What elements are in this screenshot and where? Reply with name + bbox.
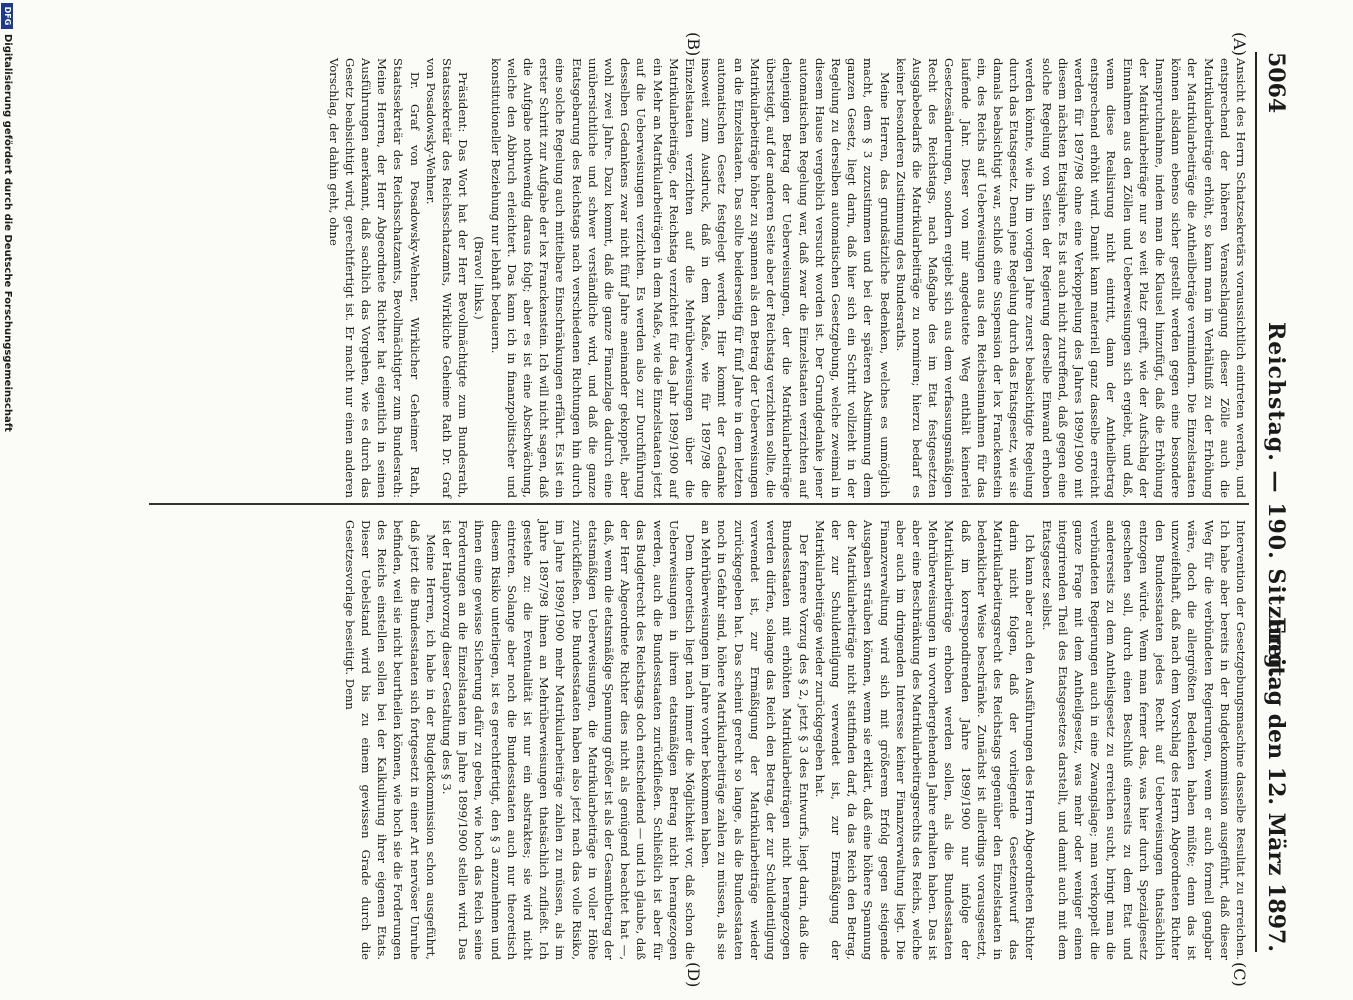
paragraph: Meine Herren, das grundsätzliche Bedenken, welches es unmöglich macht, dem § 3 zuzustimmen und bei der späteren Abstimmung dem ganzen Gesetz, liegt darin, daß hier sich ein Schritt vollzieht in der Regelung zu derselben automatischen Gesetzgebung, welche zweimal in diesem Hause vergeblich versucht worden ist. Der Grundgedanke jener automatischen Regelung war, daß zwar die Einzelstaaten verzichten auf denjenigen Betrag der Ueberweisungen, der die Matrikularbeiträge übersteigt, auf der anderen Seite aber der Reichstag verzichten sollte, die Matrikularbeiträge höher zu spannen als den Betrag der Ueberweisungen an die Einzelstaaten. Das sollte beiderseitig für fünf Jahre in dem letzten automatischen Gesetz festgelegt werden. Hier kommt der Gedanke insoweit zum Ausdruck, daß in dem Maße, wie für 1897/98 die Einzelstaaten verzichten auf die Mehrüberweisungen über die Matrikularbeiträge, der Reichstag verzichtet für das Jahr 1899/1900 auf ein Mehr an Matrikularbeiträgen in dem Maße, wie die Einzelstaaten jetzt auf die Ueberweisungen verzichten. Es werden also zur Durchführung desselben Gedankens zwar nicht fünf Jahre aneinander gekoppelt, aber wohl zwei Jahre. Dazu kommt, daß die ganze Finanzlage dadurch eine unübersichtliche und schwer verständliche wird, und daß die ganze Etatsgebarung des Reichstags nach verschiedenen Richtungen hin durch eine solche Regelung auch mittelbare Einschränkungen erfährt. Es ist ein erster Schritt zur Aufgabe der lex Franckenstein. Ich will nicht sagen, daß die Aufgabe nothwendig daraus folgt; aber es ist eine Abschwächung, welche den Abbruch erleichtert. Das kann ich in finanzpolitischer und konstitutioneller Beziehung nur lebhaft bedauern. [488, 58, 892, 498]
page-header [1255, 52, 1295, 952]
paragraph-president: Präsident: Das Wort hat der Herr Bevollmächtigte zum Bundesrath, Staatssekretär des Reichsschatzamts, Wirkliche Geheime Rath Dr. Graf von Posadowsky-Wehner. [423, 58, 471, 498]
paragraph: Ich kann aber auch den Ausführungen des Herrn Abgeordneten Richter darin nicht folgen, daß der vorliegende Gesetzentwurf das Matrikularbeitragsrecht des Reichstags gegenüber den Einzelstaaten in bedenklicher Weise beschränke. Zunächst ist allerdings vorausgesetzt, daß im korrespondirenden Jahre 1899/1900 nur infolge der Matrikularbeiträge erhoben werden sollen, als die Bundesstaaten Mehrüberweisungen in vorvorhergehenden Jahre erhalten haben. Das ist aber eine Beschränkung des Matrikularbeitragsrechts des Reichs, welche aber auch im dringenden Interesse keiner Finanzverwaltung liegt. Die Finanzverwaltung wird sich mit größerem Erfolg gegen steigende Ausgaben sträuben können, wenn sie erklärt, daß eine höhere Spannung der Matrikularbeiträge nicht stattfinden darf, da das Reich den Betrag, der zur Schuldentilgung verwendet ist, zur Ermäßigung der Matrikularbeiträge wieder zurückgegeben hat. [812, 520, 1038, 960]
paragraph: Intervention der Gesetzgebungsmaschine dasselbe Resultat zu erreichen. Ich habe aber bereits in der Budgetkommission ausgeführt, daß dieser Weg für die verbündeten Regierungen, wenn er auch formell gangbar wäre, doch die allergrößten Bedenken haben müßte; denn das ist unzweifelhaft, daß nach dem Vorschlag des Herrn Abgeordneten Richter den Bundesstaaten jedes Recht auf Ueberweisungen thatsächlich entzogen würde. Wenn man ferner das, was hier durch Spezialgesetz geschehen soll, durch einen Beschluß einerseits zu dem Etat und andererseits zu dem Antheilsgesetz zu erreichen sucht, bringt man die verbündeten Regierungen auch in eine Zwangslage; man verkoppelt die ganze Frage mit dem Antheilgesetz, was mehr oder weniger einen integrirenden Theil des Etatsgesetzes darstellt, und damit auch mit dem Etatsgesetz selbst. [1039, 520, 1248, 960]
left-text-column [325, 58, 1249, 498]
session-title: Reichstag. — 190. Sitzung. [1263, 322, 1289, 679]
right-text-column [342, 520, 1249, 960]
paragraph: Dem theoretisch liegt nach immer die Möglichkeit vor, daß schon die Ueberweisungen in ihrem etatsmäßigen Betrag nicht herangezogen werden, auch die Bundesstaaten zurückfließen. Schließlich ist aber für das Budgetrecht des Reichstags doch entscheidend — und ich glaube, daß der Herr Abgeordnete Richter dies nicht als genügend beachtet hat —, daß, wenn die etatsmäßige Spannung größer ist als der Gesamtbetrag der etatsmäßigen Ueberweisungen, die Matrikularbeiträge in voller Höhe zurückfließen. Die Bundesstaaten haben also jetzt nach das volle Risiko, im Jahre 1899/1900 mehr Matrikularbeiträge zahlen zu müssen, als im Jahre 1897/98 ihnen an Mehrüberweisungen thatsächlich zufließt. Ich gestehe zu: die Eventualität ist nur ein abstraktes; sie wird nicht eintreten. Solange aber noch die Bundesstaaten auch nur theoretisch diesem Risiko unterliegen, ist es gerechtfertigt, den § 3 anzunehmen und ihnen eine gewisse Sicherung dafür zu geben, wie hoch das Reich seine Forderungen an die Einzelstaaten im Jahre 1899/1900 stellen wird. Das ist der Hauptvorzug dieser Gestaltung des § 3. [440, 520, 698, 960]
margin-letter-b: (B) [684, 32, 703, 57]
applause-note: (Bravo! links.) [472, 236, 487, 320]
header-divider [1255, 52, 1257, 952]
page-number: 5064 [1263, 52, 1289, 114]
margin-letter-a: (A) [1230, 32, 1249, 57]
paragraph: Der fernere Vorzug des § 2, jetzt § 3 des Entwurfs, liegt darin, daß die Bundesstaaten mit erhöhten Matrikularbeiträgen nicht herangezogen werden dürfen, solange das Reich den Betrag, der zur Schuldentilgung verwendet ist, zur Ermäßigung der Matrikularbeiträge wieder zurückgegeben hat. Das scheint gerecht so lange, als die Bundesstaaten noch in Gefahr sind, höhere Matrikularbeiträge zahlen zu müssen, als sie an Mehrüberweisungen im Jahre vorher bekommen haben. [699, 520, 811, 960]
margin-letter-d: (D) [684, 962, 703, 988]
margin-letter-c: (C) [1230, 962, 1249, 987]
digitization-credit: Digitalisierung gefördert durch die Deutsche Forschungsgemeinschaft [2, 34, 13, 432]
session-date: Freitag den 12. März 1897. [1263, 617, 1289, 952]
dfg-logo: DFG [1, 3, 13, 29]
paragraph: Meine Herren, ich habe in der Budgetkommission schon ausgeführt, daß jetzt die Bundesstaaten sich fortgesetzt in einer Art nervöser Unruhe befinden, weil sie nicht beurtheilen können, wie hoch sie die Forderungen des Reichs einstellen sollen bei der Kalkulirung ihrer eigenen Etats. Dieser Uebelstand wird bis zu einem gewissen Grade durch die Gesetzesvorlage beseitigt. Denn [342, 520, 438, 960]
paragraph: Ansicht des Herrn Schatzsekretärs voraussichtlich eintreten werden, und entsprechend der höheren Veranschlagung dieser Zölle auch die Matrikularbeiträge erhöht, so kann man im Verhältniß zu der Erhöhung der Matrikularbeiträge die Antheilbeträge vermindern. Die Einzelstaaten können alsdann ebenso sicher gestellt werden gegen eine besondere Inanspruchnahme, indem man die Klausel hinzufügt, daß die Erhöhung der Matrikularbeiträge nur so weit Platz greift, wie der Aufschlag der Einnahmen aus den Zöllen und Ueberweisungen sich ergiebt, und daß, wenn diese Realisirung nicht eintritt, dann der Antheilbetrag entsprechend erhöht wird. Damit kann materiell ganz dasselbe erreicht werden für 1897/98 ohne eine Verkoppelung des Jahres 1899/1900 mit diesem nächsten Etatsjahre. Es ist auch nicht zutreffend, daß gegen eine solche Regelung von Seiten der Regierung derselbe Einwand erhoben werden könnte, wie ihn im vorigen Jahre zuerst beabsichtigte Regelung durch das Etatsgesetz. Denn jene Regelung durch das Etatsgesetz, wie sie damals beabsichtigt war, schloß eine Suspension der lex Franckenstein ein, des Reichs auf Ueberweisungen aus den Reichseinnahmen für das laufende Jahr. Dieser von mir angedeutete Weg enthält keinerlei Gesetzesänderungen, sondern ergiebt sich aus dem verfassungsmäßigen Recht des Reichstags, nach Maßgabe des im Etat festgesetzten Ausgabebedarfs die Matrikularbeiträge zu normiren; hierzu bedarf es keiner besonderen Zustimmung des Bundesraths. [893, 58, 1248, 498]
paragraph-speaker: Dr. Graf von Posadowsky-Wehner, Wirklicher Geheimer Rath, Staatssekretär des Reichsschatzamts, Bevollmächtigter zum Bundesrath: Meine Herren, der Herr Abgeordnete Richter hat eigentlich in seinen Ausführungen anerkannt, daß sachlich das Vorgehen, wie es durch das Gesetz beabsichtigt wird, gerechtfertigt ist. Er macht nur einen anderen Vorschlag, der dahin geht, ohne [326, 58, 422, 498]
digitization-footer [0, 0, 13, 1000]
column-divider [149, 503, 1249, 505]
